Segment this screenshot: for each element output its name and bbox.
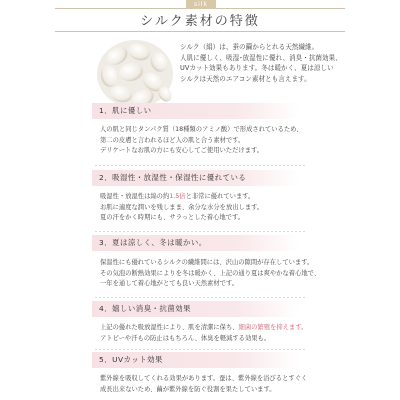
highlight-text: 1.5倍 [169, 193, 186, 200]
silk-cocoons-illustration [95, 38, 175, 110]
section-divider [95, 349, 305, 350]
section-line: その気泡の断熱効果によりを冬は暖かく、上記の通り夏は爽やかな着心地で、 [100, 269, 321, 277]
section-heading-skin-friendly: 1．肌に優しい [92, 103, 299, 119]
section-line: 吸湿性・放湿性は綿の約1.5倍と非常に優れています。 [100, 193, 255, 200]
section-line: 保温性にも優れているシルクの繊維間には、沢山の隙間が存在しています。 [100, 259, 314, 266]
section-heading-moisture: 2．吸湿性・放湿性・保湿性に優れている [92, 170, 299, 186]
section-line: 第二の皮膚と言われるほど人の肌と合う素材です。 [100, 136, 245, 144]
section-line: 人の肌と同じタンパク質（18種類のアミノ酸）で形成されているため、 [100, 126, 303, 133]
section-heading-uv: 5．UVカット効果 [92, 352, 299, 368]
section-line: お肌に適度な潤いを残しまま、余分な水分を放出します。 [100, 203, 264, 211]
section-line: デリケートなお肌の方にも安心してご使用いただけます。 [100, 147, 264, 154]
section-body-temperature [100, 258, 400, 290]
intro-line: シルクは天然のエアコン素材とも言えます。 [180, 74, 311, 83]
section-line: 上記の優れた吸放湿性により、肌を清潔に保ち、細菌の繁殖を抑えます。 [100, 324, 308, 331]
section-line: 成長出来ないため、繭が紫外線を防ぐ役割を果たしています。 [100, 385, 276, 393]
section-line: 夏の汗をかく時期にも、サラっとした着心地です。 [100, 214, 245, 221]
section-heading-deodorant: 4．嬉しい消臭・抗菌効果 [92, 301, 299, 317]
title-rule-bottom [55, 31, 345, 32]
section-heading-temperature: 3．夏は涼しく、冬は暖かい。 [92, 235, 299, 251]
page-title: シルク素材の特徴 [140, 14, 260, 29]
section-line: 一年を通して着心地がとても良い天然素材です。 [100, 280, 239, 287]
section-body-moisture [100, 192, 400, 224]
section-line: 紫外線を吸収してくれる効果があります。蚕は、紫外線を浴びるとすぐく [100, 375, 308, 382]
section-line: アトピーや汗もの防止はもちろん、体臭を軽減する効果も。 [100, 334, 271, 342]
section-divider [95, 297, 305, 298]
intro-text [180, 42, 395, 84]
section-body-deodorant [100, 323, 400, 344]
section-divider [95, 231, 305, 232]
silk-badge: silk [186, 0, 216, 9]
intro-line: UVカット効果もあります。冬は暖かく、夏は涼しい [180, 64, 334, 73]
section-body-uv [100, 374, 400, 395]
intro-line: 人肌に優しく、吸湿･放湿性に優れ、消臭・抗菌効果、 [180, 53, 342, 62]
section-divider [95, 165, 305, 166]
section-body-skin-friendly [100, 125, 400, 157]
highlight-text: 細菌の繁殖を抑えます。 [238, 324, 308, 331]
intro-line: シルク（絹）は、蚕の繭からとれる天然繊維。 [180, 43, 319, 51]
